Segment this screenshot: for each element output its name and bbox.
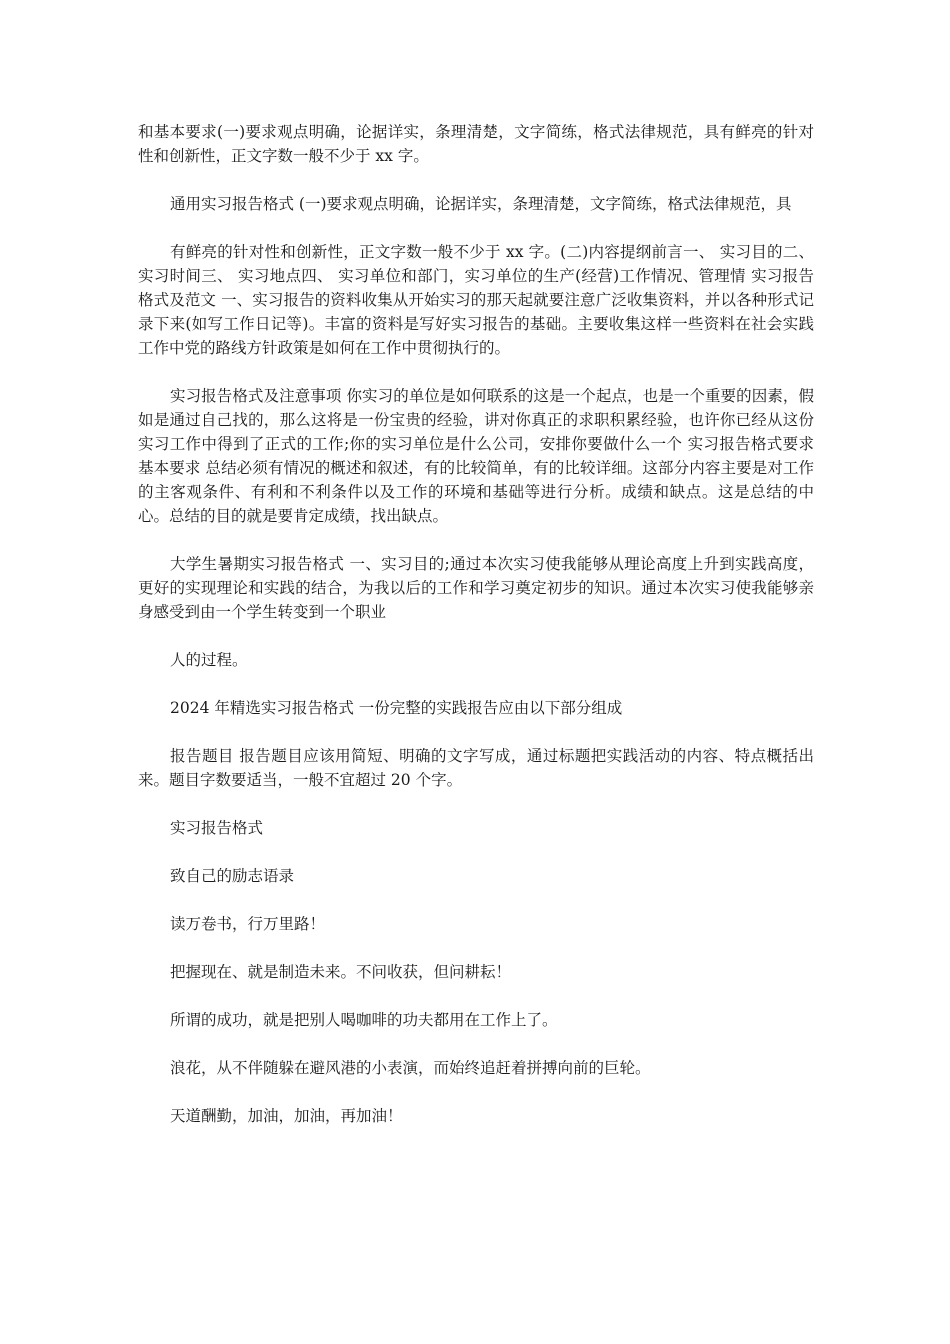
quote-4: 浪花，从不伴随躲在避风港的小表演，而始终追赶着拼搏向前的巨轮。 (170, 1059, 651, 1077)
quote-1: 读万卷书，行万里路！ (170, 915, 326, 933)
paragraph-5: 大学生暑期实习报告格式 一、实习目的;通过本次实习使我能够从理论高度上升到实践高度，更好的实现理论和实践的结合，为我以后的工作和学习奠定初步的知识。通过本次实习使我能够亲身感受到由一个学生转变到一个职业 (138, 555, 814, 621)
paragraph-8: 报告题目 报告题目应该用简短、明确的文字写成，通过标题把实践活动的内容、特点概括出来。题目字数要适当，一般不宜超过 20 个字。 (138, 747, 814, 789)
quote-3: 所谓的成功，就是把别人喝咖啡的功夫都用在工作上了。 (170, 1011, 558, 1029)
paragraph-6: 人的过程。 (170, 651, 248, 669)
quotes-heading: 致自己的励志语录 (170, 867, 295, 885)
paragraph-1: 和基本要求(一)要求观点明确，论据详实，条理清楚，文字简练，格式法律规范，具有鲜亮的针对性和创新性，正文字数一般不少于 xx 字。 (138, 123, 814, 165)
paragraph-3: 有鲜亮的针对性和创新性，正文字数一般不少于 xx 字。(二)内容提纲前言一、 实习目的二、 实习时间三、 实习地点四、 实习单位和部门，实习单位的生产(经营)工作情况、管理情 实习报告格式及范文 一、实习报告的资料收集从开始实习的那天起就要注意广泛收集资料，并以各种形式记录下来(如写工作日记等)。丰富的资料是写好实习报告的基础。主要收集这样一些资料在社会实践工作中党的路线方针政策是如何在工作中贯彻执行的。 (138, 243, 814, 357)
paragraph-4: 实习报告格式及注意事项 你实习的单位是如何联系的这是一个起点，也是一个重要的因素，假如是通过自己找的，那么这将是一份宝贵的经验，讲对你真正的求职积累经验，也许你已经从这份实习工作中得到了正式的工作;你的实习单位是什么公司，安排你要做什么一个 实习报告格式要求 基本要求 总结必须有情况的概述和叙述，有的比较简单，有的比较详细。这部分内容主要是对工作的主客观条件、有利和不利条件以及工作的环境和基础等进行分析。成绩和缺点。这是总结的中心。总结的目的就是要肯定成绩，找出缺点。 (138, 387, 814, 525)
paragraph-7: 2024 年精选实习报告格式 一份完整的实践报告应由以下部分组成 (170, 699, 623, 717)
document-page (138, 120, 814, 1128)
section-heading: 实习报告格式 (170, 819, 264, 837)
paragraph-2: 通用实习报告格式 (一)要求观点明确，论据详实，条理清楚，文字简练，格式法律规范，具 (170, 195, 792, 213)
quote-2: 把握现在、就是制造未来。不问收获，但问耕耘！ (170, 963, 512, 981)
quote-5: 天道酬勤，加油，加油，再加油！ (170, 1107, 403, 1125)
